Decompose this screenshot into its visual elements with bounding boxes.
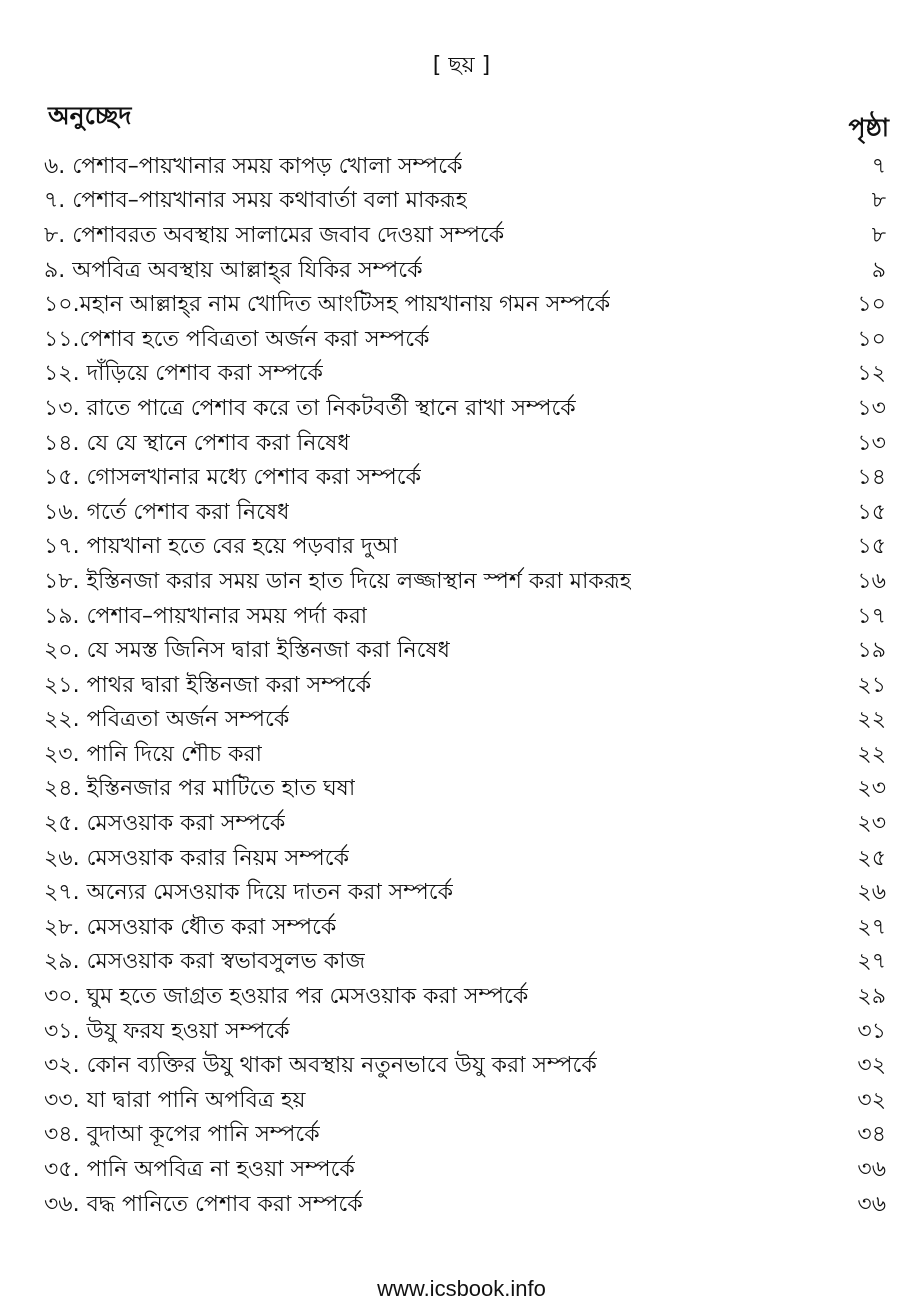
toc-entry-title: ৭. পেশাব–পায়খানার সময় কথাবার্তা বলা মাকরূহ	[44, 188, 468, 214]
toc-entry-title: ৮. পেশাবরত অবস্থায় সালামের জবাব দেওয়া সম্পর্কে	[44, 222, 505, 248]
toc-row	[44, 150, 886, 185]
toc-entry-title: ২৮. মেসওয়াক ধৌত করা সম্পর্কে	[44, 914, 337, 940]
toc-entry-title: ২৬. মেসওয়াক করার নিয়ম সম্পর্কে	[44, 845, 350, 871]
toc-row	[44, 461, 886, 496]
toc-row	[44, 565, 886, 600]
toc-row	[44, 1084, 886, 1119]
toc-entry-title: ২৯. মেসওয়াক করা স্বভাবসুলভ কাজ	[44, 949, 366, 975]
toc-row	[44, 738, 886, 773]
toc-row	[44, 254, 886, 289]
toc-entry-title: ১০.মহান আল্লাহ্‌র নাম খোদিত আংটিসহ পায়খানায় গমন সম্পর্কে	[44, 292, 611, 318]
toc-row	[44, 634, 886, 669]
toc-entry-title: ৩০. ঘুম হতে জাগ্রত হওয়ার পর মেসওয়াক করা সম্পর্কে	[44, 984, 529, 1010]
toc-row	[44, 288, 886, 323]
toc-entry-title: ১৩. রাতে পাত্রে পেশাব করে তা নিকটবর্তী স্থানে রাখা সম্পর্কে	[44, 395, 576, 421]
toc-row	[44, 669, 886, 704]
toc-entry-title: ১১.পেশাব হতে পবিত্রতা অর্জন করা সম্পর্কে	[44, 326, 430, 352]
toc-row	[44, 876, 886, 911]
toc-entry-page: ১৬	[857, 568, 886, 594]
toc-entry-page: ২৭	[857, 949, 886, 975]
toc-entry-title: ২০. যে সমস্ত জিনিস দ্বারা ইস্তিনজা করা নিষেধ	[44, 638, 450, 664]
table-of-contents	[44, 150, 886, 1222]
toc-entry-title: ৩২. কোন ব্যক্তির উযু থাকা অবস্থায় নতুনভাবে উযু করা সম্পর্কে	[44, 1053, 597, 1079]
toc-entry-title: ২৫. মেসওয়াক করা সম্পর্কে	[44, 811, 286, 837]
toc-entry-page: ৩৬	[857, 1191, 886, 1217]
toc-row	[44, 704, 886, 739]
toc-row	[44, 323, 886, 358]
toc-entry-title: ১৫. গোসলখানার মধ্যে পেশাব করা সম্পর্কে	[44, 465, 421, 491]
toc-entry-page: ২৩	[857, 776, 886, 802]
toc-entry-title: ২৭. অন্যের মেসওয়াক দিয়ে দাতন করা সম্পর্কে	[44, 880, 454, 906]
toc-entry-page: ১২	[857, 361, 886, 387]
toc-entry-title: ৩৩. যা দ্বারা পানি অপবিত্র হয়	[44, 1087, 306, 1113]
toc-entry-page: ৩২	[857, 1053, 886, 1079]
toc-entry-page: ৮	[871, 222, 886, 248]
toc-entry-page: ৩২	[857, 1087, 886, 1113]
toc-entry-page: ২১	[857, 672, 886, 698]
toc-entry-title: ১২. দাঁড়িয়ে পেশাব করা সম্পর্কে	[44, 361, 323, 387]
toc-row	[44, 842, 886, 877]
toc-entry-page: ১৫	[857, 499, 886, 525]
toc-entry-page: ১৩	[857, 430, 886, 456]
toc-entry-page: ২৯	[857, 984, 886, 1010]
toc-entry-title: ৩৪. বুদাআ কূপের পানি সম্পর্কে	[44, 1122, 320, 1148]
toc-entry-page: ২২	[857, 707, 886, 733]
toc-row	[44, 600, 886, 635]
toc-entry-title: ৬. পেশাব–পায়খানার সময় কাপড় খোলা সম্পর্কে	[44, 153, 463, 179]
toc-row	[44, 1188, 886, 1223]
toc-entry-page: ২৩	[857, 811, 886, 837]
toc-entry-title: ১৬. গর্তে পেশাব করা নিষেধ	[44, 499, 290, 525]
toc-entry-page: ১৩	[857, 395, 886, 421]
toc-row	[44, 1049, 886, 1084]
toc-row	[44, 496, 886, 531]
toc-row	[44, 531, 886, 566]
toc-entry-title: ৩৬. বদ্ধ পানিতে পেশাব করা সম্পর্কে	[44, 1191, 363, 1217]
footer-url[interactable]: www.icsbook.info	[377, 1276, 546, 1301]
toc-row	[44, 427, 886, 462]
toc-row	[44, 219, 886, 254]
toc-entry-page: ৩১	[857, 1018, 886, 1044]
toc-row	[44, 1119, 886, 1154]
toc-entry-title: ৩১. উযু ফরয হওয়া সম্পর্কে	[44, 1018, 290, 1044]
toc-entry-title: ২১. পাথর দ্বারা ইস্তিনজা করা সম্পর্কে	[44, 672, 372, 698]
toc-row	[44, 980, 886, 1015]
toc-entry-title: ২৪. ইস্তিনজার পর মাটিতে হাত ঘষা	[44, 776, 356, 802]
toc-row	[44, 911, 886, 946]
toc-row	[44, 358, 886, 393]
toc-row	[44, 392, 886, 427]
toc-entry-page: ২৫	[857, 845, 886, 871]
page-column-heading: পৃষ্ঠা	[848, 113, 889, 142]
toc-entry-page: ৩৬	[857, 1157, 886, 1183]
toc-entry-page: ২৬	[857, 880, 886, 906]
toc-row	[44, 946, 886, 981]
toc-row	[44, 1153, 886, 1188]
toc-entry-page: ১০	[857, 326, 886, 352]
toc-entry-title: ১৭. পায়খানা হতে বের হয়ে পড়বার দুআ	[44, 534, 399, 560]
toc-entry-title: ১৯. পেশাব–পায়খানার সময় পর্দা করা	[44, 603, 368, 629]
toc-entry-page: ১৯	[857, 638, 886, 664]
toc-entry-page: ১৫	[857, 534, 886, 560]
toc-entry-title: ৯. অপবিত্র অবস্থায় আল্লাহ্‌র যিকির সম্পর্কে	[44, 257, 423, 283]
toc-row	[44, 773, 886, 808]
toc-row	[44, 185, 886, 220]
toc-entry-title: ১৪. যে যে স্থানে পেশাব করা নিষেধ	[44, 430, 350, 456]
toc-entry-page: ৭	[871, 153, 886, 179]
toc-entry-page: ১৭	[857, 603, 886, 629]
toc-entry-title: ১৮. ইস্তিনজা করার সময় ডান হাত দিয়ে লজ্জাস্থান স্পর্শ করা মাকরূহ	[44, 568, 632, 594]
section-column-heading: অনুচ্ছেদ	[48, 101, 132, 130]
toc-entry-page: ৯	[871, 257, 886, 283]
page-marker: [ ছয় ]	[432, 53, 491, 78]
toc-entry-page: ৩৪	[857, 1122, 886, 1148]
toc-row	[44, 1015, 886, 1050]
toc-entry-page: ২৭	[857, 914, 886, 940]
toc-entry-page: ১৪	[857, 465, 886, 491]
toc-entry-title: ৩৫. পানি অপবিত্র না হওয়া সম্পর্কে	[44, 1157, 355, 1183]
toc-entry-page: ১০	[857, 292, 886, 318]
toc-entry-title: ২২. পবিত্রতা অর্জন সম্পর্কে	[44, 707, 290, 733]
toc-entry-page: ২২	[857, 741, 886, 767]
toc-entry-title: ২৩. পানি দিয়ে শৌচ করা	[44, 741, 262, 767]
toc-entry-page: ৮	[871, 188, 886, 214]
toc-row	[44, 807, 886, 842]
